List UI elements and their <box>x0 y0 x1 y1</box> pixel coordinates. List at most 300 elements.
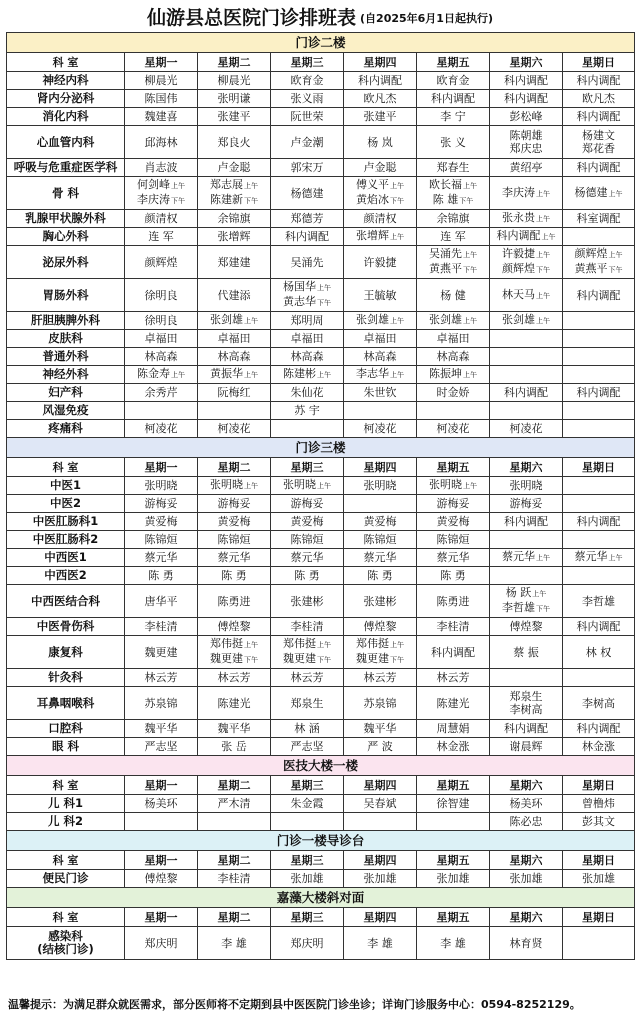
section-title: 嘉藻大楼斜对面 <box>7 888 635 908</box>
table-row <box>7 108 635 126</box>
doctor-cell: 连 军 <box>125 228 198 246</box>
doctor-cell: 科内调配 <box>490 72 563 90</box>
table-row <box>7 495 635 513</box>
doctor-cell: 李 雄 <box>198 927 271 960</box>
department-name: 风湿免疫 <box>7 402 125 420</box>
doctor-cell: 陈 勇 <box>417 567 490 585</box>
section-title: 医技大楼一楼 <box>7 756 635 776</box>
doctor-cell <box>563 669 635 687</box>
column-header: 星期日 <box>563 908 635 927</box>
department-name: 泌尿外科 <box>7 246 125 279</box>
doctor-cell: 柯凌花 <box>198 420 271 438</box>
doctor-cell <box>490 669 563 687</box>
department-name: 神经外科 <box>7 366 125 384</box>
table-row <box>7 366 635 384</box>
department-name: 口腔科 <box>7 720 125 738</box>
column-header-row <box>7 851 635 870</box>
doctor-cell: 傅煌黎 <box>125 870 198 888</box>
doctor-cell: 科内调配 <box>563 384 635 402</box>
doctor-cell <box>125 402 198 420</box>
doctor-cell: 科内调配 <box>490 90 563 108</box>
column-header: 星期三 <box>271 458 344 477</box>
doctor-cell: 周慧娟 <box>417 720 490 738</box>
doctor-cell: 余锦旗 <box>198 210 271 228</box>
doctor-cell: 严志坚 <box>125 738 198 756</box>
table-row <box>7 738 635 756</box>
doctor-cell: 黄绍亭 <box>490 159 563 177</box>
doctor-cell: 游梅妥 <box>125 495 198 513</box>
doctor-cell: 李 宁 <box>417 108 490 126</box>
doctor-cell <box>344 495 417 513</box>
doctor-cell: 科内调配 <box>563 279 635 312</box>
doctor-cell: 傅煌黎 <box>344 618 417 636</box>
doctor-cell: 杨美环 <box>490 795 563 813</box>
table-row <box>7 420 635 438</box>
column-header: 星期六 <box>490 908 563 927</box>
doctor-cell: 李桂清 <box>125 618 198 636</box>
section-header <box>7 33 635 53</box>
doctor-cell: 张明晓 <box>490 477 563 495</box>
doctor-cell: 张剑雄上午 <box>344 312 417 330</box>
doctor-cell: 科内调配 <box>563 72 635 90</box>
column-header: 科 室 <box>7 908 125 927</box>
doctor-cell: 科内调配 <box>271 228 344 246</box>
doctor-cell: 郑德芳 <box>271 210 344 228</box>
doctor-cell: 吴春斌 <box>344 795 417 813</box>
doctor-cell: 柯凌花 <box>417 420 490 438</box>
doctor-cell: 黄爱梅 <box>125 513 198 531</box>
doctor-cell: 张加雄 <box>563 870 635 888</box>
column-header-row <box>7 53 635 72</box>
doctor-cell: 颜辉煌上午 黄燕平下午 <box>563 246 635 279</box>
doctor-cell: 林高森 <box>271 348 344 366</box>
doctor-cell: 杨建文 郑花香 <box>563 126 635 159</box>
doctor-cell: 连 军 <box>417 228 490 246</box>
doctor-cell: 陈锦烜 <box>271 531 344 549</box>
doctor-cell: 柳晨光 <box>125 72 198 90</box>
doctor-cell: 郑伟挺上午 魏更建下午 <box>198 636 271 669</box>
doctor-cell: 黄振华上午 <box>198 366 271 384</box>
department-name: 心血管内科 <box>7 126 125 159</box>
doctor-cell: 李哲雄 <box>563 585 635 618</box>
department-name: 中西医1 <box>7 549 125 567</box>
section-title: 门诊二楼 <box>7 33 635 53</box>
table-row <box>7 669 635 687</box>
table-row <box>7 549 635 567</box>
doctor-cell: 陈勇进 <box>417 585 490 618</box>
doctor-cell: 邱海林 <box>125 126 198 159</box>
column-header: 科 室 <box>7 776 125 795</box>
doctor-cell <box>490 330 563 348</box>
doctor-cell: 魏平华 <box>198 720 271 738</box>
doctor-cell: 阮梅红 <box>198 384 271 402</box>
doctor-cell: 吴涌先 <box>271 246 344 279</box>
department-name: 消化内科 <box>7 108 125 126</box>
doctor-cell: 颜清权 <box>344 210 417 228</box>
department-name: 便民门诊 <box>7 870 125 888</box>
table-row <box>7 870 635 888</box>
doctor-cell: 魏平华 <box>344 720 417 738</box>
doctor-cell: 蔡元华上午 <box>563 549 635 567</box>
table-row <box>7 312 635 330</box>
doctor-cell: 陈锦烜 <box>198 531 271 549</box>
table-row <box>7 228 635 246</box>
doctor-cell: 张 岳 <box>198 738 271 756</box>
doctor-cell: 朱金霞 <box>271 795 344 813</box>
column-header: 星期三 <box>271 851 344 870</box>
doctor-cell: 陈 勇 <box>198 567 271 585</box>
doctor-cell: 科内调配 <box>490 720 563 738</box>
doctor-cell <box>490 366 563 384</box>
doctor-cell: 张明晓上午 <box>417 477 490 495</box>
doctor-cell <box>563 402 635 420</box>
doctor-cell: 欧凡杰 <box>563 90 635 108</box>
doctor-cell: 科室调配 <box>563 210 635 228</box>
department-name: 中西医2 <box>7 567 125 585</box>
department-name: 胸心外科 <box>7 228 125 246</box>
doctor-cell: 许毅捷上午 颜辉煌下午 <box>490 246 563 279</box>
doctor-cell: 卓福田 <box>271 330 344 348</box>
department-name: 中医肛肠科2 <box>7 531 125 549</box>
column-header: 星期四 <box>344 908 417 927</box>
doctor-cell <box>490 567 563 585</box>
doctor-cell: 郑庆明 <box>125 927 198 960</box>
doctor-cell: 陈 勇 <box>271 567 344 585</box>
column-header: 星期五 <box>417 776 490 795</box>
doctor-cell: 张加雄 <box>490 870 563 888</box>
doctor-cell: 杨 岚 <box>344 126 417 159</box>
doctor-cell: 张义雨 <box>271 90 344 108</box>
department-name: 肾内分泌科 <box>7 90 125 108</box>
doctor-cell: 代建添 <box>198 279 271 312</box>
doctor-cell: 张加雄 <box>344 870 417 888</box>
doctor-cell: 张永贵上午 <box>490 210 563 228</box>
department-name: 儿 科2 <box>7 813 125 831</box>
doctor-cell: 时金娇 <box>417 384 490 402</box>
doctor-cell: 魏平华 <box>125 720 198 738</box>
doctor-cell: 郭宋万 <box>271 159 344 177</box>
column-header-row <box>7 908 635 927</box>
doctor-cell: 林云芳 <box>198 669 271 687</box>
doctor-cell: 苏泉锦 <box>125 687 198 720</box>
doctor-cell: 张建平 <box>198 108 271 126</box>
column-header: 星期三 <box>271 908 344 927</box>
doctor-cell: 柯凌花 <box>490 420 563 438</box>
doctor-cell: 魏建喜 <box>125 108 198 126</box>
column-header: 星期二 <box>198 851 271 870</box>
section-title: 门诊一楼导诊台 <box>7 831 635 851</box>
department-name: 中医骨伤科 <box>7 618 125 636</box>
doctor-cell <box>271 813 344 831</box>
doctor-cell <box>490 402 563 420</box>
doctor-cell: 陈 勇 <box>344 567 417 585</box>
doctor-cell: 柯凌花 <box>344 420 417 438</box>
doctor-cell: 张明晓 <box>125 477 198 495</box>
column-header: 星期日 <box>563 53 635 72</box>
table-row <box>7 72 635 90</box>
doctor-cell: 张剑雄上午 <box>490 312 563 330</box>
department-name: 肝胆胰脾外科 <box>7 312 125 330</box>
section-title: 门诊三楼 <box>7 438 635 458</box>
table-row <box>7 687 635 720</box>
doctor-cell: 苏 宇 <box>271 402 344 420</box>
doctor-cell: 陈建光 <box>198 687 271 720</box>
doctor-cell: 李桂清 <box>417 618 490 636</box>
department-name: 康复科 <box>7 636 125 669</box>
table-row <box>7 330 635 348</box>
section-header <box>7 756 635 776</box>
page-title <box>0 0 640 32</box>
column-header: 星期二 <box>198 776 271 795</box>
doctor-cell: 科内调配 <box>417 90 490 108</box>
section-header <box>7 438 635 458</box>
doctor-cell: 郑泉生 李树高 <box>490 687 563 720</box>
doctor-cell: 陈勇进 <box>198 585 271 618</box>
column-header-row <box>7 776 635 795</box>
doctor-cell: 陈建光 <box>417 687 490 720</box>
table-row <box>7 927 635 960</box>
doctor-cell: 蔡元华 <box>198 549 271 567</box>
doctor-cell: 陈必忠 <box>490 813 563 831</box>
doctor-cell: 欧育金 <box>271 72 344 90</box>
column-header: 星期二 <box>198 908 271 927</box>
doctor-cell: 张建彬 <box>271 585 344 618</box>
doctor-cell: 杨国华上午 黄志华下午 <box>271 279 344 312</box>
column-header: 星期五 <box>417 458 490 477</box>
doctor-cell: 郑庆明 <box>271 927 344 960</box>
doctor-cell: 张明谦 <box>198 90 271 108</box>
column-header: 星期六 <box>490 776 563 795</box>
doctor-cell: 林高森 <box>198 348 271 366</box>
doctor-cell: 蔡元华 <box>125 549 198 567</box>
doctor-cell: 郑春生 <box>417 159 490 177</box>
doctor-cell: 科内调配 <box>563 720 635 738</box>
doctor-cell: 张剑雄上午 <box>417 312 490 330</box>
doctor-cell: 张建彬 <box>344 585 417 618</box>
doctor-cell: 杨德建上午 <box>563 177 635 210</box>
table-row <box>7 477 635 495</box>
doctor-cell: 卢金聪 <box>344 159 417 177</box>
doctor-cell: 许毅捷 <box>344 246 417 279</box>
doctor-cell <box>563 531 635 549</box>
table-row <box>7 126 635 159</box>
table-row <box>7 177 635 210</box>
department-name: 中医1 <box>7 477 125 495</box>
doctor-cell: 卓福田 <box>417 330 490 348</box>
department-name: 皮肤科 <box>7 330 125 348</box>
doctor-cell: 蔡元华 <box>271 549 344 567</box>
doctor-cell: 严木清 <box>198 795 271 813</box>
doctor-cell: 科内调配 <box>417 636 490 669</box>
doctor-cell: 林高森 <box>344 348 417 366</box>
table-row <box>7 246 635 279</box>
doctor-cell: 欧育金 <box>417 72 490 90</box>
doctor-cell: 曾橹炜 <box>563 795 635 813</box>
doctor-cell: 郑良火 <box>198 126 271 159</box>
department-name: 针灸科 <box>7 669 125 687</box>
department-name: 中医2 <box>7 495 125 513</box>
doctor-cell: 颜辉煌 <box>125 246 198 279</box>
doctor-cell: 郑泉生 <box>271 687 344 720</box>
doctor-cell: 林育贤 <box>490 927 563 960</box>
doctor-cell: 何剑峰上午 李庆涛下午 <box>125 177 198 210</box>
doctor-cell: 科内调配 <box>563 618 635 636</box>
doctor-cell: 科内调配 <box>563 108 635 126</box>
table-row <box>7 813 635 831</box>
column-header: 星期日 <box>563 458 635 477</box>
doctor-cell: 卢金潮 <box>271 126 344 159</box>
doctor-cell: 林 涵 <box>271 720 344 738</box>
column-header: 星期一 <box>125 908 198 927</box>
department-name: 儿 科1 <box>7 795 125 813</box>
doctor-cell: 张增辉上午 <box>344 228 417 246</box>
doctor-cell: 游梅妥 <box>490 495 563 513</box>
department-name: 骨 科 <box>7 177 125 210</box>
doctor-cell: 张剑雄上午 <box>198 312 271 330</box>
doctor-cell: 科内调配上午 <box>490 228 563 246</box>
table-row <box>7 348 635 366</box>
doctor-cell: 林高森 <box>417 348 490 366</box>
column-header: 星期三 <box>271 53 344 72</box>
doctor-cell: 陈金寿上午 <box>125 366 198 384</box>
doctor-cell: 陈锦烜 <box>125 531 198 549</box>
column-header: 科 室 <box>7 458 125 477</box>
doctor-cell: 吴涌先上午 黄燕平下午 <box>417 246 490 279</box>
table-row <box>7 210 635 228</box>
doctor-cell <box>198 402 271 420</box>
table-row <box>7 567 635 585</box>
doctor-cell: 张 义 <box>417 126 490 159</box>
footer-note: 温馨提示：为满足群众就医需求，部分医师将不定期到县中医医院门诊坐诊；详询门诊服务中心：0594-8252129。 <box>8 998 581 1011</box>
doctor-cell: 卓福田 <box>125 330 198 348</box>
doctor-cell: 郑志展上午 陈建新下午 <box>198 177 271 210</box>
column-header: 星期一 <box>125 776 198 795</box>
doctor-cell: 蔡元华上午 <box>490 549 563 567</box>
table-row <box>7 384 635 402</box>
doctor-cell: 李庆涛上午 <box>490 177 563 210</box>
doctor-cell <box>563 927 635 960</box>
doctor-cell: 林云芳 <box>417 669 490 687</box>
column-header: 星期五 <box>417 908 490 927</box>
doctor-cell: 张加雄 <box>271 870 344 888</box>
doctor-cell: 陈锦烜 <box>344 531 417 549</box>
doctor-cell: 卢金聪 <box>198 159 271 177</box>
department-name: 呼吸与危重症医学科 <box>7 159 125 177</box>
doctor-cell: 黄爱梅 <box>198 513 271 531</box>
doctor-cell: 陈建彬上午 <box>271 366 344 384</box>
doctor-cell: 李 雄 <box>417 927 490 960</box>
table-row <box>7 636 635 669</box>
doctor-cell: 张加雄 <box>417 870 490 888</box>
doctor-cell: 科内调配 <box>563 513 635 531</box>
column-header: 星期二 <box>198 53 271 72</box>
doctor-cell: 郑建建 <box>198 246 271 279</box>
column-header: 星期一 <box>125 458 198 477</box>
column-header: 星期四 <box>344 458 417 477</box>
doctor-cell <box>563 420 635 438</box>
doctor-cell: 张明晓上午 <box>198 477 271 495</box>
doctor-cell: 徐明良 <box>125 279 198 312</box>
doctor-cell: 杨 跃上午 李哲雄下午 <box>490 585 563 618</box>
column-header: 星期日 <box>563 776 635 795</box>
doctor-cell <box>344 813 417 831</box>
doctor-cell: 郑伟挺上午 魏更建下午 <box>271 636 344 669</box>
department-name: 普通外科 <box>7 348 125 366</box>
column-header: 星期一 <box>125 53 198 72</box>
doctor-cell: 陈锦烜 <box>417 531 490 549</box>
column-header: 星期六 <box>490 458 563 477</box>
doctor-cell: 李树高 <box>563 687 635 720</box>
doctor-cell <box>490 348 563 366</box>
doctor-cell: 陈 勇 <box>125 567 198 585</box>
department-name: 神经内科 <box>7 72 125 90</box>
doctor-cell: 张增辉 <box>198 228 271 246</box>
column-header-row <box>7 458 635 477</box>
section-header <box>7 831 635 851</box>
doctor-cell: 林高森 <box>125 348 198 366</box>
doctor-cell <box>563 495 635 513</box>
table-row <box>7 618 635 636</box>
column-header: 星期五 <box>417 851 490 870</box>
doctor-cell: 余秀芹 <box>125 384 198 402</box>
doctor-cell: 杨美环 <box>125 795 198 813</box>
doctor-cell: 科内调配 <box>490 384 563 402</box>
doctor-cell: 彭松峰 <box>490 108 563 126</box>
doctor-cell: 肖志波 <box>125 159 198 177</box>
doctor-cell <box>563 348 635 366</box>
doctor-cell: 李桂清 <box>198 870 271 888</box>
table-row <box>7 720 635 738</box>
doctor-cell: 柳晨光 <box>198 72 271 90</box>
doctor-cell: 欧长福上午 陈 雄下午 <box>417 177 490 210</box>
doctor-cell <box>417 813 490 831</box>
doctor-cell: 科内调配 <box>490 513 563 531</box>
doctor-cell: 科内调配 <box>344 72 417 90</box>
doctor-cell: 朱世钦 <box>344 384 417 402</box>
doctor-cell: 林金涨 <box>563 738 635 756</box>
doctor-cell: 徐明良 <box>125 312 198 330</box>
doctor-cell: 林云芳 <box>271 669 344 687</box>
doctor-cell <box>344 402 417 420</box>
department-name: 中西医结合科 <box>7 585 125 618</box>
department-name: 感染科 (结核门诊) <box>7 927 125 960</box>
doctor-cell: 陈国伟 <box>125 90 198 108</box>
column-header: 星期六 <box>490 53 563 72</box>
doctor-cell: 林 权 <box>563 636 635 669</box>
doctor-cell <box>125 813 198 831</box>
column-header: 星期日 <box>563 851 635 870</box>
department-name: 乳腺甲状腺外科 <box>7 210 125 228</box>
table-row <box>7 531 635 549</box>
doctor-cell: 徐智建 <box>417 795 490 813</box>
effective-date: (自2025年6月1日起执行) <box>360 12 493 25</box>
department-name: 疼痛科 <box>7 420 125 438</box>
doctor-cell: 卓福田 <box>344 330 417 348</box>
doctor-cell: 蔡元华 <box>417 549 490 567</box>
doctor-cell: 彭其文 <box>563 813 635 831</box>
doctor-cell: 黄爱梅 <box>417 513 490 531</box>
column-header: 科 室 <box>7 851 125 870</box>
doctor-cell: 阮世荣 <box>271 108 344 126</box>
doctor-cell: 林云芳 <box>125 669 198 687</box>
doctor-cell: 欧凡杰 <box>344 90 417 108</box>
doctor-cell: 李志华上午 <box>344 366 417 384</box>
doctor-cell: 郑伟挺上午 魏更建下午 <box>344 636 417 669</box>
doctor-cell: 蔡元华 <box>344 549 417 567</box>
doctor-cell <box>563 366 635 384</box>
doctor-cell: 蔡 振 <box>490 636 563 669</box>
doctor-cell: 颜清权 <box>125 210 198 228</box>
